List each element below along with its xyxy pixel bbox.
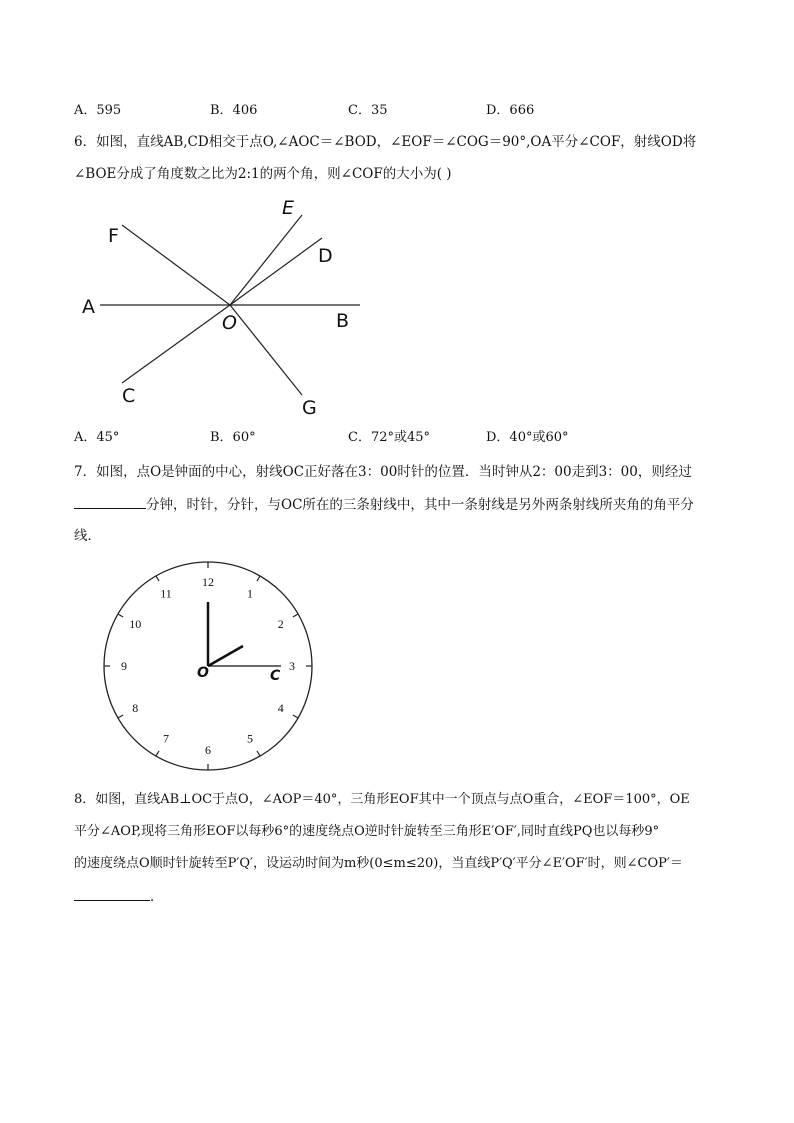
clock-tick — [257, 751, 260, 756]
q7-text-line1: 7．如图，点O是钟面的中心，射线OC正好落在3：00时针的位置．当时钟从2：00走到3：00，则经过 — [74, 464, 692, 480]
q6-option-d: D．40°或60° — [486, 430, 569, 445]
label-g: G — [302, 397, 317, 419]
q6-figure — [70, 190, 380, 420]
clock-number-9: 9 — [121, 659, 127, 673]
q6-text-line1: 6．如图，直线AB,CD相交于点O,∠AOC＝∠BOD，∠EOF＝∠COG＝90°,OA平分∠COF，射线OD将 — [74, 134, 697, 150]
q5-option-c: C．35 — [348, 103, 388, 118]
q6-option-b: B．60° — [210, 430, 256, 445]
q7-clock-figure — [100, 560, 320, 780]
clock-number-4: 4 — [277, 701, 284, 715]
clock-tick — [257, 576, 260, 581]
q5-option-d: D．666 — [486, 103, 535, 118]
clock-tick — [118, 614, 123, 617]
clock-number-2: 2 — [277, 617, 284, 631]
label-c: C — [122, 385, 136, 407]
q8-text-line2: 平分∠AOP,现将三角形EOF以每秒6°的速度绕点O逆时针旋转至三角形E′OF′,同时直线PQ也以每秒9° — [74, 824, 660, 839]
clock-tick — [293, 715, 298, 718]
clock-number-3: 3 — [289, 659, 295, 673]
clock-label-c: C — [270, 668, 281, 684]
label-e: E — [282, 197, 295, 219]
clock-number-7: 7 — [163, 731, 169, 746]
clock-number-8: 8 — [132, 701, 139, 715]
q5-option-b: B．406 — [210, 103, 258, 118]
clock-number-11: 11 — [160, 586, 172, 601]
q6-option-a: A．45° — [74, 430, 120, 445]
label-o: O — [222, 312, 237, 334]
ray-oc — [122, 305, 230, 383]
q6-text-line2: ∠BOE分成了角度数之比为2:1的两个角，则∠COF的大小为( ) — [74, 166, 452, 182]
q7-answer-blank[interactable] — [74, 494, 146, 509]
clock-number-5: 5 — [247, 731, 253, 746]
label-d: D — [318, 245, 333, 267]
ray-og — [230, 305, 302, 395]
clock-number-10: 10 — [129, 617, 142, 631]
clock-tick — [293, 614, 298, 617]
clock-label-o: O — [197, 665, 209, 681]
clock-tick — [118, 715, 123, 718]
q8-text-line4 — [74, 886, 164, 907]
clock-number-12: 12 — [202, 575, 214, 589]
q6-option-c: C．72°或45° — [348, 430, 431, 445]
clock-tick — [156, 751, 159, 756]
clock-number-1: 1 — [247, 586, 253, 601]
q8-text-line4-rest: ． — [150, 889, 164, 905]
ray-of — [122, 225, 230, 305]
q7-text-line2-rest: 分钟，时针，分针，与OC所在的三条射线中，其中一条射线是另外两条射线所夹角的角平分 — [146, 497, 694, 513]
q8-text-line1: 8．如图，直线AB⊥OC于点O，∠AOP＝40°，三角形EOF其中一个顶点与点O重合，∠EOF＝100°，OE — [74, 792, 690, 807]
q7-text-line3: 线． — [74, 528, 101, 544]
q5-option-a: A．595 — [74, 103, 122, 118]
q7-text-line2 — [74, 494, 694, 515]
label-b: B — [336, 310, 350, 332]
clock-number-6: 6 — [205, 743, 211, 757]
label-a: A — [82, 296, 95, 318]
clock-tick — [156, 576, 159, 581]
label-f: F — [108, 225, 119, 247]
q8-text-line3: 的速度绕点O顺时针旋转至P′Q′，设运动时间为m秒(0≤m≤20)，当直线P′Q′平分∠E′OF′时，则∠COP′＝ — [74, 856, 683, 871]
clock-hour-hand — [208, 646, 243, 666]
q8-answer-blank[interactable] — [74, 886, 150, 901]
